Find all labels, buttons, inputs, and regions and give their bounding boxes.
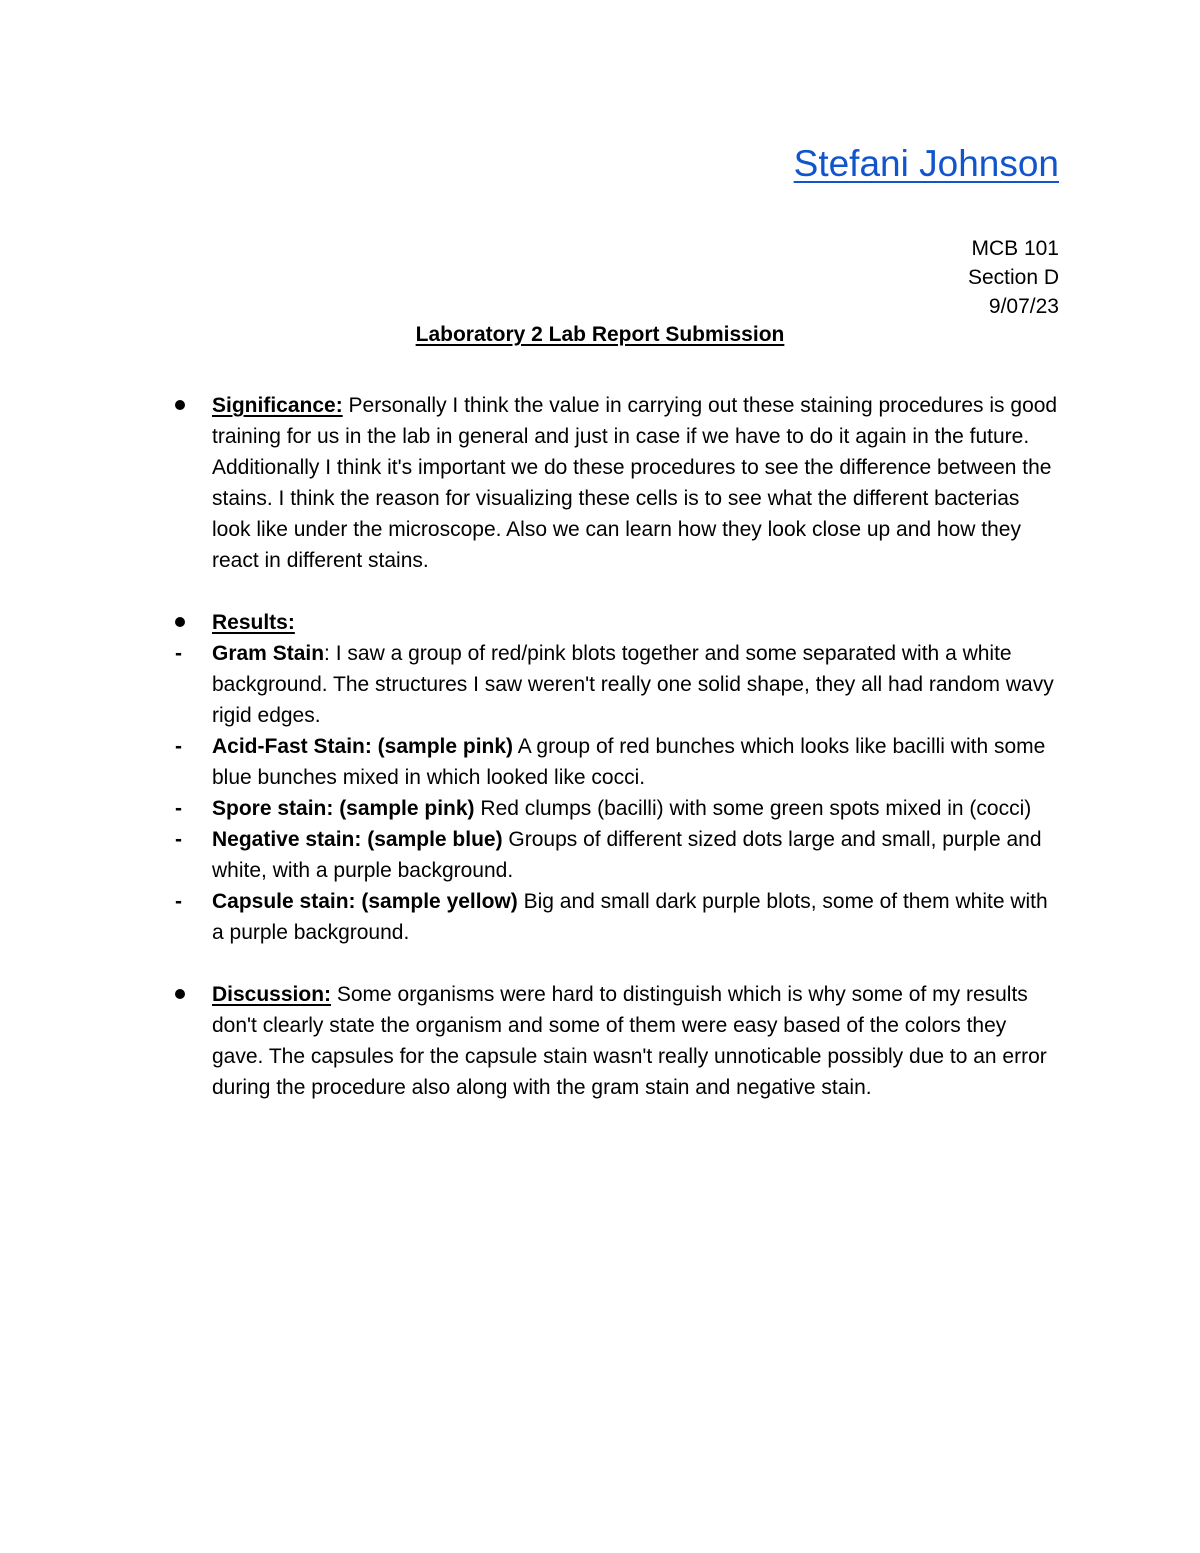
discussion-text: Some organisms were hard to distinguish which is why some of my results don't clearly state the organism and some of them were easy based of the colors they gave. The capsules for the capsule stain wasn't really unnoticable possibly due to an error during the procedure also along with the gram stain and negative stain. (212, 983, 1047, 1099)
result-text: : I saw a group of red/pink blots together and some separated with a white background. The structures I saw weren't really one solid shape, they all had random wavy rigid edges. (212, 642, 1054, 727)
dash-icon: - (175, 797, 182, 820)
report-body (0, 390, 1200, 1103)
header-meta (968, 234, 1059, 321)
dash-icon: - (175, 828, 182, 851)
result-item-negative (0, 824, 1062, 886)
results-label: Results: (212, 611, 295, 634)
result-text: Big and small dark purple blots, some of them white with a purple background. (212, 890, 1048, 944)
dash-icon: - (175, 735, 182, 758)
result-item-capsule (0, 886, 1062, 948)
significance-section (0, 390, 1062, 576)
author-name-link[interactable]: Stefani Johnson (793, 143, 1059, 184)
dash-icon: - (175, 890, 182, 913)
result-item-gram (0, 638, 1062, 731)
significance-text: Personally I think the value in carrying out these staining procedures is good training for us in the lab in general and just in case if we have to do it again in the future. Additionally I think it's important we do these procedures to see the difference between the stains. I think the reason for visualizing these cells is to see what the different bacterias look like under the microscope. Also we can learn how they look close up and how they react in different stains. (212, 394, 1058, 572)
result-text: Groups of different sized dots large and small, purple and white, with a purple background. (212, 828, 1042, 882)
section-label: Section D (967, 266, 1059, 289)
dash-icon: - (175, 642, 182, 665)
bullet-icon (175, 390, 195, 421)
report-title: Laboratory 2 Lab Report Submission (415, 323, 785, 346)
result-label: Acid-Fast Stain: (sample pink) (212, 735, 514, 758)
discussion-section (0, 979, 1062, 1103)
result-label: Negative stain: (sample blue) (212, 828, 503, 851)
result-label: Spore stain: (sample pink) (212, 797, 475, 820)
discussion-label: Discussion: (212, 983, 332, 1006)
results-heading (0, 607, 1062, 638)
result-item-acid-fast (0, 731, 1062, 793)
result-item-spore (0, 793, 1062, 824)
report-date: 9/07/23 (988, 295, 1059, 318)
significance-label: Significance: (212, 394, 343, 417)
bullet-icon (175, 607, 195, 638)
bullet-icon (175, 979, 195, 1010)
result-text: Red clumps (bacilli) with some green spots mixed in (cocci) (474, 797, 1032, 820)
course-code: MCB 101 (971, 237, 1059, 260)
result-text: A group of red bunches which looks like bacilli with some blue bunches mixed in which looked like cocci. (212, 735, 1046, 789)
result-label: Capsule stain: (sample yellow) (212, 890, 518, 913)
result-label: Gram Stain (212, 642, 325, 665)
